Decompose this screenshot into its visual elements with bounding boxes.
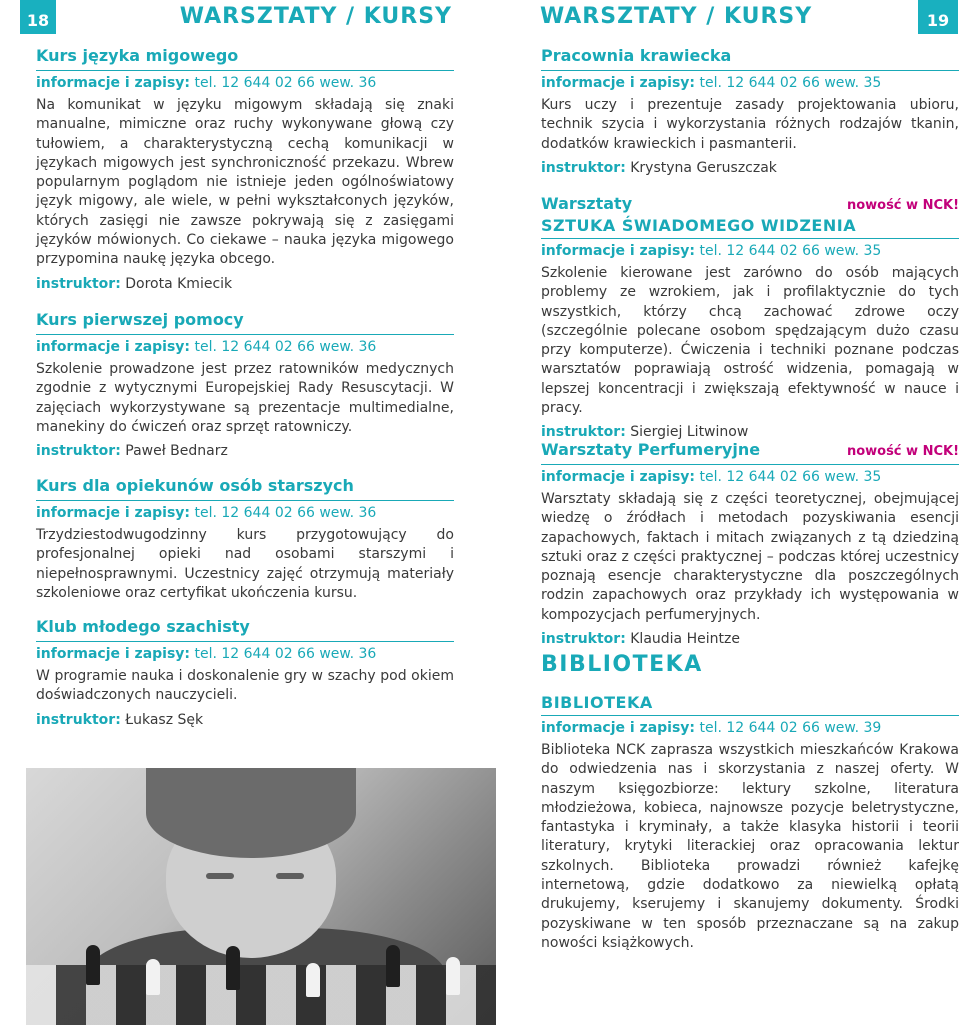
contact-label: informacje i zapisy: — [36, 339, 191, 355]
page-header-title: WARSZTATY / KURSY — [540, 4, 813, 29]
section-body: W programie nauka i doskonalenie gry w szachy pod okiem doświadczonych nauczycieli. — [36, 668, 454, 704]
section-title: Pracownia krawiecka — [541, 46, 732, 65]
instructor — [541, 629, 959, 649]
instructor-label: instruktor: — [541, 159, 626, 176]
instructor-name: Łukasz Sęk — [125, 711, 204, 728]
section-sign-language — [36, 46, 454, 294]
section-first-aid — [36, 310, 454, 461]
section-body: Warsztaty składają się z części teoretycznej, obejmującej wiedzę o źródłach i metodach pozyskiwania esencji zapachowych, faktach i mitach związanych z tą dziedziną sztuki oraz z części praktycznej – podczas której uczestnicy poznają esencje charakterystyczne dla poszczególnych rodzin zapachowych oraz przykłady ich występowania w kompozycjach perfumeryjnych. — [541, 491, 959, 623]
section-tailoring — [541, 46, 959, 178]
contact-info — [541, 464, 959, 487]
contact-label: informacje i zapisy: — [541, 720, 696, 736]
section-title: Kurs pierwszej pomocy — [36, 310, 244, 329]
right-page-header — [480, 4, 960, 34]
contact-value: tel. 12 644 02 66 wew. 36 — [194, 505, 377, 521]
instructor-label: instruktor: — [541, 424, 626, 441]
section-conscious-vision — [541, 194, 959, 442]
contact-info — [36, 334, 454, 357]
contact-label: informacje i zapisy: — [541, 75, 696, 91]
contact-value: tel. 12 644 02 66 wew. 36 — [194, 75, 377, 91]
contact-label: informacje i zapisy: — [36, 646, 191, 662]
chess-boy-photo — [26, 768, 496, 1025]
instructor-label: instruktor: — [36, 711, 121, 728]
instructor-name: Paweł Bednarz — [125, 443, 228, 460]
page-number: 18 — [20, 0, 56, 34]
section-title: Warsztaty — [541, 194, 633, 213]
page-header-title: WARSZTATY / KURSY — [179, 4, 452, 29]
instructor — [36, 441, 454, 461]
contact-label: informacje i zapisy: — [541, 469, 696, 485]
contact-info — [36, 500, 454, 523]
library-heading: BIBLIOTEKA — [541, 652, 703, 677]
instructor-name: Krystyna Geruszczak — [630, 159, 777, 176]
contact-info — [36, 641, 454, 664]
page-number: 19 — [918, 0, 958, 34]
instructor-label: instruktor: — [36, 275, 121, 292]
instructor-label: instruktor: — [541, 631, 626, 648]
section-body: Trzydziestodwugodzinny kurs przygotowujący do profesjonalnej opieki nad osobami starszymi i niepełnosprawnymi. Uczestnicy zajęć otrzymują materiały szkoleniowe oraz certyfikat ukończenia kursu. — [36, 527, 454, 601]
contact-value: tel. 12 644 02 66 wew. 35 — [699, 75, 882, 91]
section-elderly-care — [36, 476, 454, 603]
contact-label: informacje i zapisy: — [541, 243, 696, 259]
instructor — [36, 710, 454, 730]
contact-info — [541, 238, 959, 261]
left-page-header — [0, 4, 480, 34]
instructor — [36, 274, 454, 294]
contact-value: tel. 12 644 02 66 wew. 35 — [699, 469, 882, 485]
contact-info — [541, 715, 959, 738]
section-body: Kurs uczy i prezentuje zasady projektowania ubioru, technik szycia i wykorzystania różnych rodzajów tkanin, dodatków krawieckich i pasmanterii. — [541, 97, 959, 152]
instructor-name: Siergiej Litwinow — [630, 424, 749, 441]
section-body: Biblioteka NCK zaprasza wszystkich mieszkańców Krakowa do odwiedzenia nas i skorzystania z naszej oferty. W naszym księgozbiorze: lektury szkolne, literatura młodzieżowa, kobieca, najnowsze pozycje beletrystyczne, fantastyka i kryminały, a także klasyka historii i teorii literatury, krytyki literackiej oraz opracowania lektur szkolnych. Biblioteka prowadzi również kafejkę internetową, gdzie dodatkowo za niewielką opłatą drukujemy, kserujemy i skanujemy dokumenty. Środki pozyskiwane w ten sposób przeznaczane są na zakup nowości książkowych. — [541, 742, 959, 951]
section-subtitle: SZTUKA ŚWIADOMEGO WIDZENIA — [541, 216, 857, 235]
section-chess-club — [36, 617, 454, 730]
instructor — [541, 158, 959, 178]
new-badge: nowość w NCK! — [846, 198, 959, 213]
section-title: Warsztaty Perfumeryjne — [541, 440, 761, 459]
contact-value: tel. 12 644 02 66 wew. 36 — [194, 646, 377, 662]
new-badge: nowość w NCK! — [846, 444, 959, 459]
section-title: Kurs języka migowego — [36, 46, 239, 65]
section-title: Klub młodego szachisty — [36, 617, 250, 636]
section-title: Kurs dla opiekunów osób starszych — [36, 476, 354, 495]
section-library — [541, 652, 959, 953]
instructor-name: Dorota Kmiecik — [125, 275, 233, 292]
section-subtitle: BIBLIOTEKA — [541, 693, 653, 712]
instructor-label: instruktor: — [36, 443, 121, 460]
contact-label: informacje i zapisy: — [36, 75, 191, 91]
contact-info — [541, 70, 959, 93]
section-body: Na komunikat w języku migowym składają się znaki manualne, mimiczne oraz ruchy wykonywane głową czy tułowiem, a charakterystyczną cechą komunikacji w językach migowych jest synchroniczność przekazu. Wbrew popularnym poglądom nie istnieje jeden ogólnoświatowy język migowy, ale wiele, w pełni wykształconych języków, których zasięgi nie zawsze pokrywają się z zasięgami języków mówionych. Co ciekawe – nauka języka migowego przypomina naukę języka obcego. — [36, 97, 454, 268]
section-body: Szkolenie prowadzone jest przez ratowników medycznych zgodnie z wytycznymi Europejskiej Rady Resuscytacji. W zajęciach wykorzystywane są prezentacje multimedialne, manekiny do ćwiczeń oraz sprzęt ratowniczy. — [36, 361, 454, 435]
section-perfumery — [541, 440, 959, 649]
contact-value: tel. 12 644 02 66 wew. 36 — [194, 339, 377, 355]
instructor-name: Klaudia Heintze — [630, 631, 740, 648]
section-body: Szkolenie kierowane jest zarówno do osób mających problemy ze wzrokiem, jak i profilaktycznie do tych wszystkich, którzy chcą zachować zdrowe oczy (szczególnie polecane osobom spędzającym dużo czasu przy komputerze). Ćwiczenia i techniki poznane podczas warsztatów poprawiają ostrość widzenia, pomagają w lepszej koncentracji i zwiększają efektywność w nauce i pracy. — [541, 265, 959, 417]
contact-info — [36, 70, 454, 93]
contact-value: tel. 12 644 02 66 wew. 35 — [699, 243, 882, 259]
contact-value: tel. 12 644 02 66 wew. 39 — [699, 720, 882, 736]
contact-label: informacje i zapisy: — [36, 505, 191, 521]
